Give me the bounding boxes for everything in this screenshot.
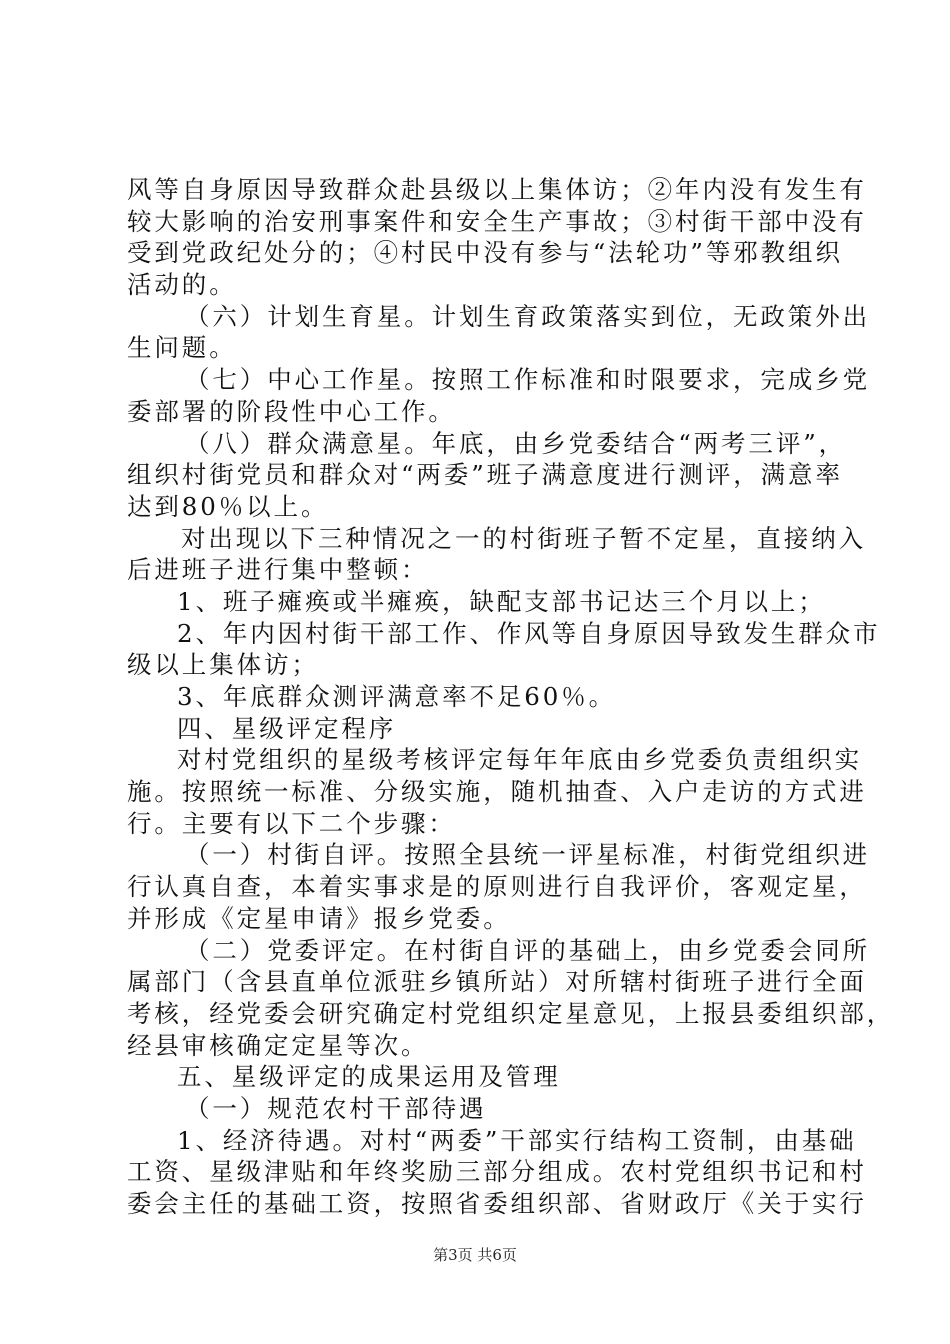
text-line: 并形成《定星申请》报乡党委。 [127,903,511,933]
text-line: 属部门（含县直单位派驻乡镇所站）对所辖村街班子进行全面 [127,967,867,997]
text-line: 对出现以下三种情况之一的村街班子暂不定星，直接纳入 [181,523,866,553]
text-line: 行认真自查，本着实事求是的原则进行自我评价，客观定星， [127,872,867,902]
document-body [127,174,895,1220]
text-line: （一）规范农村干部待遇 [185,1093,487,1123]
text-line: 2、年内因村街干部工作、作风等自身原因导致发生群众市 [177,618,881,648]
text-line: 委会主任的基础工资，按照省委组织部、省财政厅《关于实行 [127,1189,867,1218]
text-line: 生问题。 [127,333,237,363]
text-line: 组织村街党员和群众对“两委”班子满意度进行测评，满意率 [127,460,843,490]
page-footer: 第3页 共6页 [433,1246,517,1264]
text-line: 风等自身原因导致群众赴县级以上集体访；②年内没有发生有 [127,175,867,204]
text-line: 工资、星级津贴和年终奖励三部分组成。农村党组织书记和村 [127,1157,867,1187]
text-line: 考核，经党委会研究确定村党组织定星意见，上报县委组织部， [127,998,895,1028]
text-line: 委部署的阶段性中心工作。 [127,396,456,426]
text-line: 达到80％以上。 [127,491,329,521]
text-line: 施。按照统一标准、分级实施，随机抽查、入户走访的方式进 [127,777,867,807]
text-line: 1、班子瘫痪或半瘫痪，缺配支部书记达三个月以上； [177,586,826,616]
text-line: 经县审核确定定星等次。 [127,1030,429,1060]
text-line: 级以上集体访； [127,650,319,680]
text-line: 对村党组织的星级考核评定每年年底由乡党委负责组织实 [177,745,862,775]
text-line: 行。主要有以下二个步骤： [127,808,456,838]
text-line: 五、星级评定的成果运用及管理 [177,1062,561,1092]
text-line: 受到党政纪处分的；④村民中没有参与“法轮功”等邪教组织 [127,238,843,268]
text-line: （一）村街自评。按照全县统一评星标准，村街党组织进 [185,840,870,870]
text-line: 1、经济待遇。对村“两委”干部实行结构工资制，由基础 [177,1125,857,1155]
text-line: 活动的。 [127,270,237,300]
text-line: （二）党委评定。在村街自评的基础上，由乡党委会同所 [185,935,870,965]
text-line: 后进班子进行集中整顿： [127,555,429,585]
text-line: （八）群众满意星。年底，由乡党委结合“两考三评”， [185,428,847,458]
text-line: 较大影响的治安刑事案件和安全生产事故；③村街干部中没有 [127,206,867,236]
text-line: 3、年底群众测评满意率不足60％。 [177,682,617,711]
text-line: （七）中心工作星。按照工作标准和时限要求，完成乡党 [185,365,870,395]
text-line: （六）计划生育星。计划生育政策落实到位，无政策外出 [185,301,870,331]
text-line: 四、星级评定程序 [177,713,397,743]
